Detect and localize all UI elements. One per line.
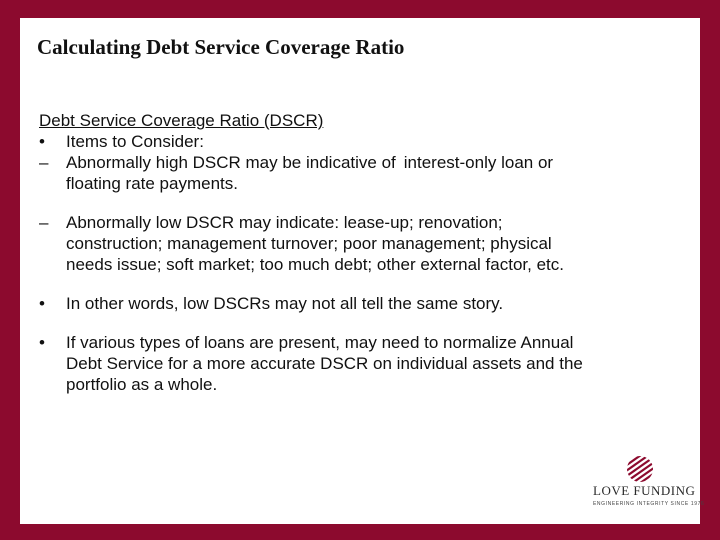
logo-globe-icon (625, 455, 655, 483)
dash-text: Abnormally low DSCR may indicate: lease-up; renovation; (66, 213, 503, 232)
slide-title: Calculating Debt Service Coverage Ratio (37, 35, 405, 59)
logo-wordmark: LOVE FUNDING (593, 483, 696, 498)
bullet-text: In other words, low DSCRs may not all tell the same story. (66, 294, 504, 313)
logo-tagline: ENGINEERING INTEGRITY SINCE 1976 (593, 501, 705, 507)
dscr-heading: Debt Service Coverage Ratio (DSCR) (39, 111, 324, 130)
dash-item-low-dscr (39, 212, 679, 233)
bullet-marker: • (39, 132, 45, 151)
dash-text-part1: Abnormally high DSCR may be indicative of (66, 153, 396, 172)
dash-item-high-dscr-cont: floating rate payments. (66, 174, 238, 193)
bullet-items-to-consider (39, 131, 679, 152)
bullet-marker: • (39, 333, 45, 352)
bullet-other-words (39, 293, 679, 314)
dash-item-low-dscr-cont2: needs issue; soft market; too much debt; other external factor, etc. (66, 255, 564, 274)
bullet-marker: • (39, 294, 45, 313)
love-funding-logo (587, 455, 705, 517)
dash-item-high-dscr (39, 152, 679, 173)
bullet-text: Items to Consider: (66, 132, 204, 151)
slide-body (39, 110, 679, 395)
bullet-various-loans-cont1: Debt Service for a more accurate DSCR on individual assets and the (66, 354, 583, 373)
dash-marker: – (39, 153, 49, 172)
bullet-text: If various types of loans are present, may need to normalize Annual (66, 333, 574, 352)
dash-marker: – (39, 213, 49, 232)
dash-item-low-dscr-cont1: construction; management turnover; poor management; physical (66, 234, 552, 253)
dash-text-part2: interest-only loan or (403, 153, 554, 172)
slide-content (20, 18, 705, 524)
bullet-various-loans (39, 332, 679, 353)
bullet-various-loans-cont2: portfolio as a whole. (66, 375, 218, 394)
